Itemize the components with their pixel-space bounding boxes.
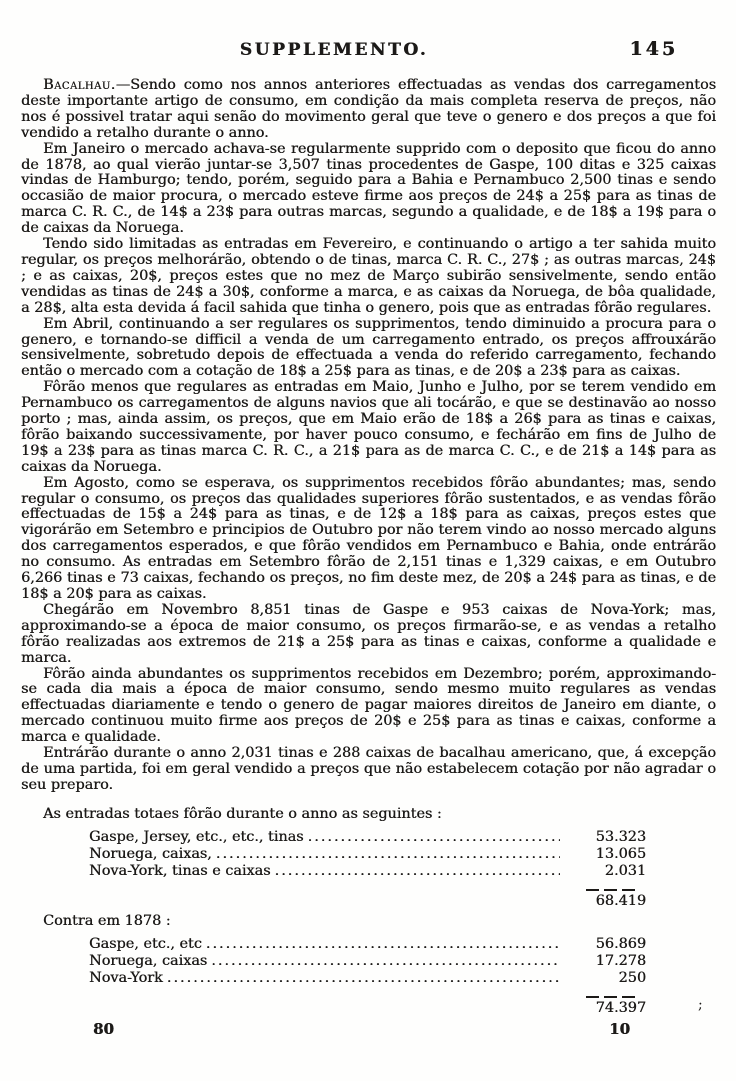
total-value: 74.397 xyxy=(595,999,646,1016)
dot-leader xyxy=(308,829,560,846)
footer-signature-right: 10 xyxy=(609,1020,630,1038)
entry-label: Gaspe, Jersey, etc., etc., tinas xyxy=(89,828,304,845)
para-maio-julho: Fôrão menos que regulares as entradas em Maio, Junho e Julho, por se terem vendido em Pernambuco os carregamentos de alguns navios que ali tocárão, e que se destinavão ao nosso porto ; mas, ainda assim, os preços, que em Maio erão de 18$ a 26$ para as tinas e caixas, fôrão baixando successivamente, por haver pouco consumo, e fechárão em fins de Julho de 19$ a 23$ para as tinas marca C. R. C., a 21$ para as de marca C. C., e de 21$ a 14$ para as caixas da Noruega. xyxy=(21,379,716,475)
page-footer xyxy=(0,1020,736,1038)
article-lead-word: Bacalhau. xyxy=(43,77,116,93)
para-fevereiro-marco: Tendo sido limitadas as entradas em Fevereiro, e continuando o artigo a ter sahida muito regular, os preços melhorárão, obtendo o de tinas, marca C. R. C., 27$ ; as outras marcas, 24$ ; e as caixas, 20$, preços estes que no mez de Março subirão sensivelmente, sendo então vendidas as tinas de 24$ a 30$, conforme a marca, e as caixas da Noruega, de bôa qualidade, a 28$, alta esta devida á facil sahida que tinha o genero, pois que as entradas fôrão regulares. xyxy=(21,236,716,316)
entry-label: Nova-York xyxy=(89,969,163,986)
page-header xyxy=(0,0,736,68)
dot-leader xyxy=(211,953,560,970)
sum-rule-row xyxy=(89,996,646,998)
table-row xyxy=(89,953,646,970)
sum-rule xyxy=(586,996,638,998)
entries-table-current-year xyxy=(89,829,646,910)
para-agosto-outubro: Em Agosto, como se esperava, os supprimentos recebidos fôrão abundantes; mas, sendo regular o consumo, os preços das qualidades superiores fôrão sustentados, e as vendas fôrão effectuadas de 15$ a 24$ para as tinas, e de 12$ a 18$ para as caixas, preços estes que vigorárão em Setembro e principios de Outubro por não terem vindo ao nosso mercado alguns dos carregamentos esperados, e que fôrão vendidos em Pernambuco e Bahia, onde entrárão no consumo. As entradas em Setembro fôrão de 2,151 tinas e 1,329 caixas, e em Outubro 6,266 tinas e 73 caixas, fechando os preços, no fim deste mez, de 20$ a 24$ para as tinas, e de 18$ a 20$ para as caixas. xyxy=(21,474,716,602)
entry-value: 56.869 xyxy=(595,935,646,952)
entry-label: Nova-York, tinas e caixas xyxy=(89,862,271,879)
dot-leader xyxy=(167,970,560,987)
running-title: SUPPLEMENTO. xyxy=(239,40,429,60)
para-abril: Em Abril, continuando a ser regulares os supprimentos, tendo diminuido a procura para o genero, e tornando-se difficil a venda de um carregamento entrado, os preços affrouxárão sensivelmente, sobretudo depois de effectuada a venda do referido carregamento, fechando então o mercado com a cotação de 18$ a 25$ para as tinas, e de 20$ a 23$ para as caixas. xyxy=(21,315,716,380)
stray-ink-mark: ; xyxy=(698,997,703,1013)
contra-heading: Contra em 1878 : xyxy=(43,912,171,929)
table-row xyxy=(89,829,646,846)
table-total-row xyxy=(89,1001,646,1017)
sum-rule xyxy=(586,889,638,891)
para-novembro: Chegárão em Novembro 8,851 tinas de Gaspe e 953 caixas de Nova-York; mas, approximando-se a época de maior consumo, os preços firmarão-se, e as vendas a retalho fôrão realizadas aos extremos de 21$ a 25$ para as tinas e caixas, conforme a qualidade e marca. xyxy=(21,601,716,666)
entry-label: Noruega, caixas, xyxy=(89,845,212,862)
total-value: 68.419 xyxy=(595,892,646,909)
sum-rule-row xyxy=(89,889,646,891)
para-bacalhau-americano: Entrárão durante o anno 2,031 tinas e 288 caixas de bacalhau americano, que, á excepção de uma partida, foi em geral vendido a preços que não estabelecem cotação por não agradar o seu preparo. xyxy=(21,745,716,793)
para-bacalhau-intro-text: —Sendo como nos annos anteriores effectuadas as vendas dos carregamentos deste importante artigo de consumo, em condição da mais completa reserva de preços, não nos é possivel tratar aqui senão do movimento geral que teve o genero e dos preços a que foi vendido a retalho durante o anno. xyxy=(21,77,716,141)
para-janeiro: Em Janeiro o mercado achava-se regularmente supprido com o deposito que ficou do anno de 1878, ao qual vierão juntar-se 3,507 tinas procedentes de Gaspe, 100 ditas e 325 caixas vindas de Hamburgo; tendo, porém, seguido para a Bahia e Pernambuco 2,500 tinas e sendo occasião de maior procura, o mercado esteve firme aos preços de 24$ a 25$ para as tinas de marca C. R. C., de 14$ a 23$ para outras marcas, segundo a qualidade, e de 18$ a 19$ para o de caixas da Noruega. xyxy=(21,140,716,237)
table-row xyxy=(89,970,646,987)
entry-value: 2.031 xyxy=(604,862,646,879)
entry-value: 53.323 xyxy=(595,828,646,845)
entry-label: Noruega, caixas xyxy=(89,952,208,969)
dot-leader xyxy=(206,936,560,953)
table-total-row xyxy=(89,894,646,910)
article-body xyxy=(0,68,736,1016)
entry-label: Gaspe, etc., etc xyxy=(89,935,202,952)
footer-signature-left: 80 xyxy=(93,1020,114,1038)
entries-table-previous-year xyxy=(89,936,646,1017)
table-row xyxy=(89,863,646,880)
para-bacalhau-intro xyxy=(21,78,716,142)
para-dezembro: Fôrão ainda abundantes os supprimentos recebidos em Dezembro; porém, approximando-se cada dia mais a época de maior consumo, sendo mesmo muito regulares as vendas effectuadas diariamente e tendo o genero de pagar maiores direitos de Janeiro em diante, o mercado continuou muito firme aos preços de 20$ e 25$ para as tinas e caixas, conforme a marca e qualidade. xyxy=(21,665,716,746)
dot-leader xyxy=(275,863,560,880)
entry-value: 13.065 xyxy=(595,845,646,862)
table-row xyxy=(89,936,646,953)
page-number: 145 xyxy=(629,38,678,60)
entry-value: 250 xyxy=(618,969,646,986)
entries-intro: As entradas totaes fôrão durante o anno as seguintes : xyxy=(43,805,442,822)
table-row xyxy=(89,846,646,863)
dot-leader xyxy=(216,846,560,863)
entry-value: 17.278 xyxy=(595,952,646,969)
